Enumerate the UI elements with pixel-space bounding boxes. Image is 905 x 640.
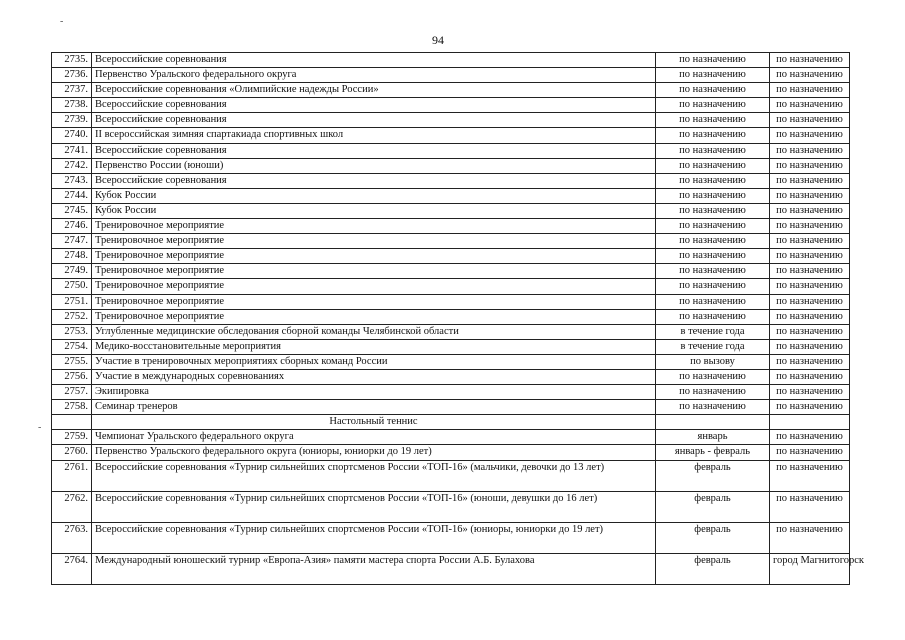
- table-cell-name: Экипировка: [92, 385, 656, 400]
- table-row: [52, 158, 850, 173]
- table-cell-num: 2764.: [52, 553, 92, 584]
- table-cell-name: Всероссийские соревнования: [92, 98, 656, 113]
- table-cell-c3: февраль: [656, 522, 770, 553]
- table-cell-num: 2747.: [52, 234, 92, 249]
- table-cell-c3: февраль: [656, 491, 770, 522]
- table-cell-c3: по назначению: [656, 68, 770, 83]
- table-cell-name: Всероссийские соревнования «Турнир сильнейших спортсменов России «ТОП-16» (мальчики, девочки до 13 лет): [92, 460, 656, 491]
- table-cell-c4: по назначению: [770, 491, 850, 522]
- empty-cell: [52, 415, 92, 430]
- table-cell-num: 2746.: [52, 219, 92, 234]
- empty-cell: [770, 415, 850, 430]
- table-cell-c4: по назначению: [770, 264, 850, 279]
- table-cell-c4: по назначению: [770, 279, 850, 294]
- table-cell-name: Всероссийские соревнования: [92, 113, 656, 128]
- table-row: [52, 430, 850, 445]
- table-row: [52, 522, 850, 553]
- table-cell-name: Тренировочное мероприятие: [92, 219, 656, 234]
- table-cell-c4: по назначению: [770, 309, 850, 324]
- table-row: [52, 294, 850, 309]
- table-cell-c4: по назначению: [770, 324, 850, 339]
- page-number: 94: [432, 33, 444, 47]
- table-row: [52, 309, 850, 324]
- table-cell-name: Всероссийские соревнования: [92, 173, 656, 188]
- table-cell-num: 2760.: [52, 445, 92, 460]
- table-cell-num: 2755.: [52, 354, 92, 369]
- table-row: [52, 339, 850, 354]
- table-cell-c4: по назначению: [770, 113, 850, 128]
- table-cell-c4: по назначению: [770, 430, 850, 445]
- table-cell-c4: по назначению: [770, 203, 850, 218]
- table-cell-c3: по назначению: [656, 173, 770, 188]
- table-row: [52, 188, 850, 203]
- table-cell-c3: по назначению: [656, 143, 770, 158]
- table-cell-c4: по назначению: [770, 128, 850, 143]
- table-cell-num: 2742.: [52, 158, 92, 173]
- table-cell-c3: по назначению: [656, 203, 770, 218]
- table-cell-name: Семинар тренеров: [92, 400, 656, 415]
- table-cell-c3: по назначению: [656, 98, 770, 113]
- table-cell-c3: по назначению: [656, 188, 770, 203]
- table-cell-num: 2740.: [52, 128, 92, 143]
- table-cell-name: Кубок России: [92, 203, 656, 218]
- events-table: [51, 52, 865, 585]
- table-row: [52, 113, 850, 128]
- table-cell-num: 2743.: [52, 173, 92, 188]
- table-cell-c4: по назначению: [770, 98, 850, 113]
- table-row: [52, 445, 850, 460]
- table-cell-c3: январь: [656, 430, 770, 445]
- table-row: [52, 460, 850, 491]
- table-row: [52, 553, 850, 584]
- table-cell-name: Тренировочное мероприятие: [92, 249, 656, 264]
- table-cell-name: Тренировочное мероприятие: [92, 234, 656, 249]
- table-cell-c4: по назначению: [770, 249, 850, 264]
- table-cell-num: 2736.: [52, 68, 92, 83]
- table-cell-num: 2735.: [52, 53, 92, 68]
- table-cell-c3: февраль: [656, 460, 770, 491]
- table-row: [52, 219, 850, 234]
- table-cell-name: Международный юношеский турнир «Европа-Азия» памяти мастера спорта России А.Б. Булахова: [92, 553, 656, 584]
- table-cell-name: Всероссийские соревнования: [92, 53, 656, 68]
- table-cell-name: Всероссийские соревнования «Турнир сильнейших спортсменов России «ТОП-16» (юноши, девушки до 16 лет): [92, 491, 656, 522]
- table-row: [52, 400, 850, 415]
- table-cell-num: 2762.: [52, 491, 92, 522]
- table-cell-name: Всероссийские соревнования «Турнир сильнейших спортсменов России «ТОП-16» (юниоры, юниорки до 19 лет): [92, 522, 656, 553]
- table-cell-c3: январь - февраль: [656, 445, 770, 460]
- table-row: [52, 143, 850, 158]
- table-row: [52, 385, 850, 400]
- table-cell-name: Первенство России (юноши): [92, 158, 656, 173]
- table-row: [52, 354, 850, 369]
- table-row: [52, 173, 850, 188]
- table-cell-num: 2741.: [52, 143, 92, 158]
- table-cell-name: Чемпионат Уральского федерального округа: [92, 430, 656, 445]
- table-cell-c4: по назначению: [770, 188, 850, 203]
- table-cell-c3: по назначению: [656, 83, 770, 98]
- table-row: [52, 369, 850, 384]
- table-cell-name: Участие в тренировочных мероприятиях сборных команд России: [92, 354, 656, 369]
- table-cell-c4: по назначению: [770, 219, 850, 234]
- table-cell-name: Тренировочное мероприятие: [92, 279, 656, 294]
- margin-mark: -: [38, 422, 42, 433]
- margin-mark: -: [60, 16, 64, 27]
- table-cell-c4: по назначению: [770, 522, 850, 553]
- table-cell-c3: по вызову: [656, 354, 770, 369]
- table-cell-name: Медико-восстановительные мероприятия: [92, 339, 656, 354]
- section-row: [52, 415, 850, 430]
- table-cell-name: Углубленные медицинские обследования сборной команды Челябинской области: [92, 324, 656, 339]
- table-cell-c4: по назначению: [770, 354, 850, 369]
- table-cell-name: Первенство Уральского федерального округа (юниоры, юниорки до 19 лет): [92, 445, 656, 460]
- table-row: [52, 264, 850, 279]
- table-row: [52, 68, 850, 83]
- table-cell-c4: по назначению: [770, 400, 850, 415]
- table-cell-c4: по назначению: [770, 294, 850, 309]
- table-cell-c4: по назначению: [770, 68, 850, 83]
- table-cell-name: Тренировочное мероприятие: [92, 264, 656, 279]
- table-cell-num: 2744.: [52, 188, 92, 203]
- table-cell-num: 2750.: [52, 279, 92, 294]
- table-cell-num: 2763.: [52, 522, 92, 553]
- empty-cell: [656, 415, 770, 430]
- table-cell-c4: по назначению: [770, 369, 850, 384]
- table-cell-c3: по назначению: [656, 385, 770, 400]
- table-cell-c4: по назначению: [770, 385, 850, 400]
- table-cell-num: 2756.: [52, 369, 92, 384]
- table-cell-c3: по назначению: [656, 53, 770, 68]
- table-cell-num: 2745.: [52, 203, 92, 218]
- table-cell-c4: по назначению: [770, 234, 850, 249]
- table-row: [52, 279, 850, 294]
- table-cell-c3: по назначению: [656, 249, 770, 264]
- table-cell-name: Кубок России: [92, 188, 656, 203]
- table-row: [52, 234, 850, 249]
- table-row: [52, 324, 850, 339]
- table-cell-c3: по назначению: [656, 219, 770, 234]
- table-cell-num: 2761.: [52, 460, 92, 491]
- table-cell-c3: по назначению: [656, 158, 770, 173]
- table-cell-c4: по назначению: [770, 53, 850, 68]
- table-cell-c4: по назначению: [770, 143, 850, 158]
- table-cell-name: Первенство Уральского федерального округа: [92, 68, 656, 83]
- table-cell-name: Всероссийские соревнования: [92, 143, 656, 158]
- table-cell-c3: по назначению: [656, 369, 770, 384]
- table-row: [52, 128, 850, 143]
- table-cell-num: 2748.: [52, 249, 92, 264]
- table-cell-c3: в течение года: [656, 339, 770, 354]
- table-cell-num: 2757.: [52, 385, 92, 400]
- table-cell-name: II всероссийская зимняя спартакиада спортивных школ: [92, 128, 656, 143]
- table-cell-c3: по назначению: [656, 294, 770, 309]
- table-cell-name: Тренировочное мероприятие: [92, 294, 656, 309]
- table-cell-c3: по назначению: [656, 264, 770, 279]
- table-cell-c3: по назначению: [656, 400, 770, 415]
- table-cell-c4: город Магнитогорск: [770, 553, 850, 584]
- table-cell-c3: по назначению: [656, 309, 770, 324]
- table-cell-c4: по назначению: [770, 158, 850, 173]
- table-cell-num: 2754.: [52, 339, 92, 354]
- table-cell-num: 2739.: [52, 113, 92, 128]
- table-cell-c3: по назначению: [656, 279, 770, 294]
- table-cell-c4: по назначению: [770, 460, 850, 491]
- section-title: Настольный теннис: [92, 415, 656, 430]
- table-cell-num: 2753.: [52, 324, 92, 339]
- table-cell-c3: по назначению: [656, 128, 770, 143]
- table-cell-name: Всероссийские соревнования «Олимпийские надежды России»: [92, 83, 656, 98]
- table-cell-num: 2737.: [52, 83, 92, 98]
- table-row: [52, 98, 850, 113]
- table-row: [52, 53, 850, 68]
- table-cell-num: 2759.: [52, 430, 92, 445]
- table-cell-c4: по назначению: [770, 173, 850, 188]
- table-row: [52, 83, 850, 98]
- table-cell-num: 2749.: [52, 264, 92, 279]
- table-row: [52, 249, 850, 264]
- table-cell-c3: по назначению: [656, 234, 770, 249]
- table-cell-num: 2738.: [52, 98, 92, 113]
- table-cell-num: 2752.: [52, 309, 92, 324]
- table-row: [52, 491, 850, 522]
- table-cell-c3: февраль: [656, 553, 770, 584]
- table-cell-c3: по назначению: [656, 113, 770, 128]
- table-cell-num: 2751.: [52, 294, 92, 309]
- table-cell-name: Тренировочное мероприятие: [92, 309, 656, 324]
- table-cell-name: Участие в международных соревнованиях: [92, 369, 656, 384]
- table-row: [52, 203, 850, 218]
- table-cell-num: 2758.: [52, 400, 92, 415]
- table-cell-c4: по назначению: [770, 83, 850, 98]
- table-cell-c3: в течение года: [656, 324, 770, 339]
- table-cell-c4: по назначению: [770, 339, 850, 354]
- table-cell-c4: по назначению: [770, 445, 850, 460]
